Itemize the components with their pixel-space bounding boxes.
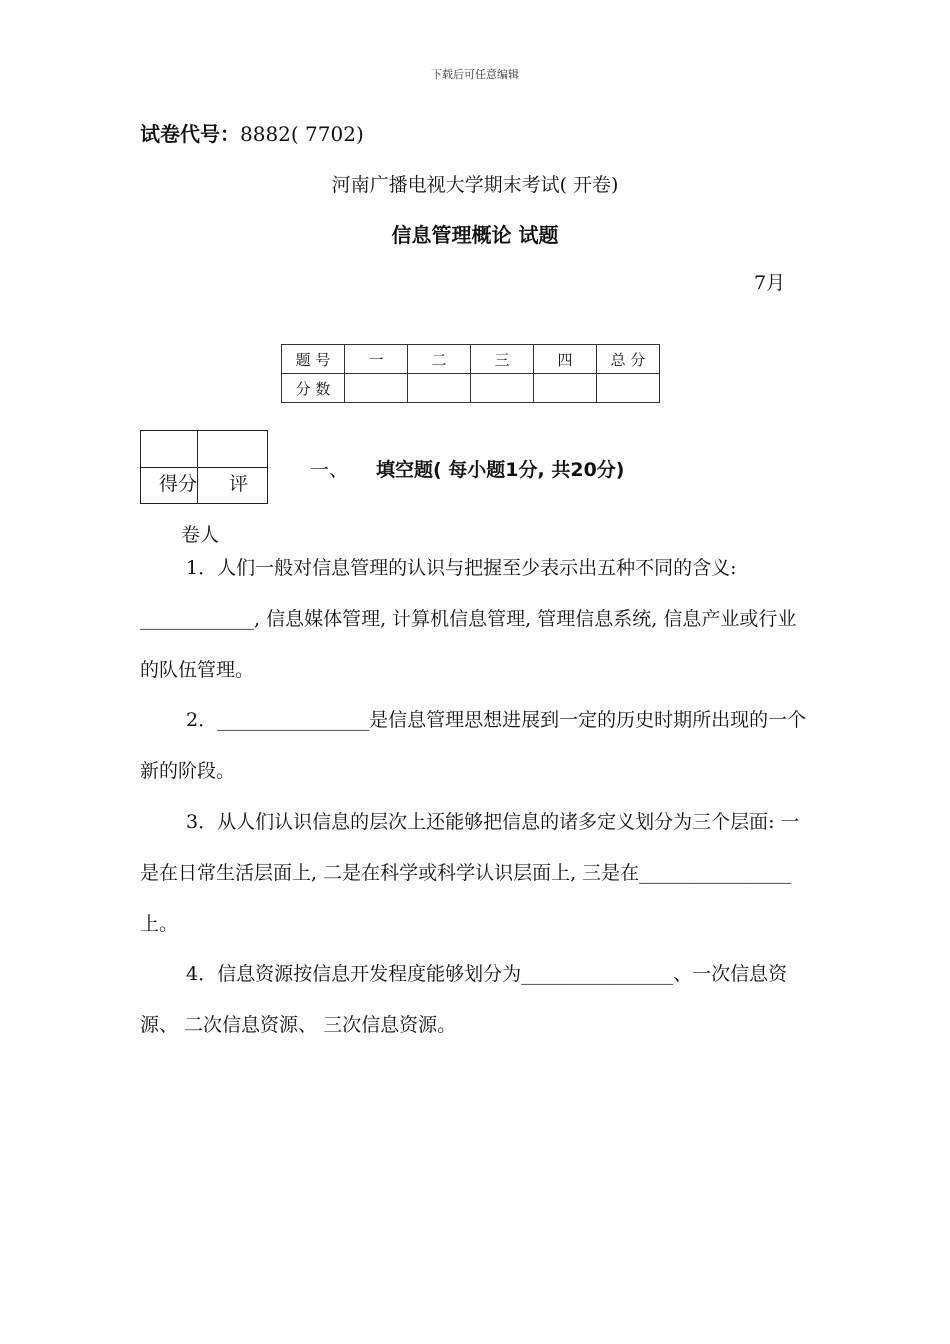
score-table-score-row <box>282 374 660 403</box>
score-table-cell: 总 分 <box>597 345 660 374</box>
score-table-cell: 二 <box>408 345 471 374</box>
section-number: 一、 <box>310 459 349 481</box>
question-2 <box>140 695 812 797</box>
score-table-cell[interactable] <box>534 374 597 403</box>
question-4 <box>140 949 812 1051</box>
score-table-cell: 分 数 <box>282 374 345 403</box>
exam-code <box>140 118 364 147</box>
question-text: 4．信息资源按信息开发程度能够划分为________________、一次信息资源、 二次信息资源、 三次信息资源。 <box>140 963 788 1036</box>
question-text: 2．________________是信息管理思想进展到一定的历史时期所出现的一个新的阶段。 <box>140 709 807 782</box>
score-table-cell[interactable] <box>597 374 660 403</box>
paper-title: 信息管理概论 试题 <box>391 223 559 247</box>
score-table-cell[interactable] <box>345 374 408 403</box>
score-table-cell: 三 <box>471 345 534 374</box>
score-table-cell[interactable] <box>408 374 471 403</box>
grader-box <box>140 430 268 504</box>
score-table-header-row <box>282 345 660 374</box>
section-title: 填空题( 每小题1分, 共20分) <box>376 459 625 481</box>
section-heading <box>310 455 624 482</box>
reviewer-label: 评 <box>229 473 249 495</box>
question-text: 1．人们一般对信息管理的认识与把握至少表示出五种不同的含义: ____________, 信息媒体管理, 计算机信息管理, 管理信息系统, 信息产业或行业的队伍管理。 <box>140 557 797 681</box>
question-3 <box>140 797 812 950</box>
exam-date: 7月 <box>754 272 786 294</box>
score-table-cell: 一 <box>345 345 408 374</box>
question-1 <box>140 543 812 696</box>
score-table-cell: 题 号 <box>282 345 345 374</box>
grader-box-divider <box>141 467 267 468</box>
score-label: 得分 <box>159 473 198 495</box>
exam-code-label: 试卷代号： <box>140 122 240 146</box>
header-note: 下载后可任意编辑 <box>431 68 519 81</box>
score-table-cell: 四 <box>534 345 597 374</box>
exam-name: 河南广播电视大学期末考试( 开卷) <box>331 174 619 196</box>
question-text: 3．从人们认识信息的层次上还能够把信息的诸多定义划分为三个层面: 一是在日常生活层面上, 二是在科学或科学认识层面上, 三是在________________上。 <box>140 811 800 935</box>
exam-code-value: 8882( 7702) <box>240 122 364 146</box>
score-table <box>281 344 660 403</box>
reviewer-label-continued: 卷人 <box>181 524 220 546</box>
score-table-cell[interactable] <box>471 374 534 403</box>
